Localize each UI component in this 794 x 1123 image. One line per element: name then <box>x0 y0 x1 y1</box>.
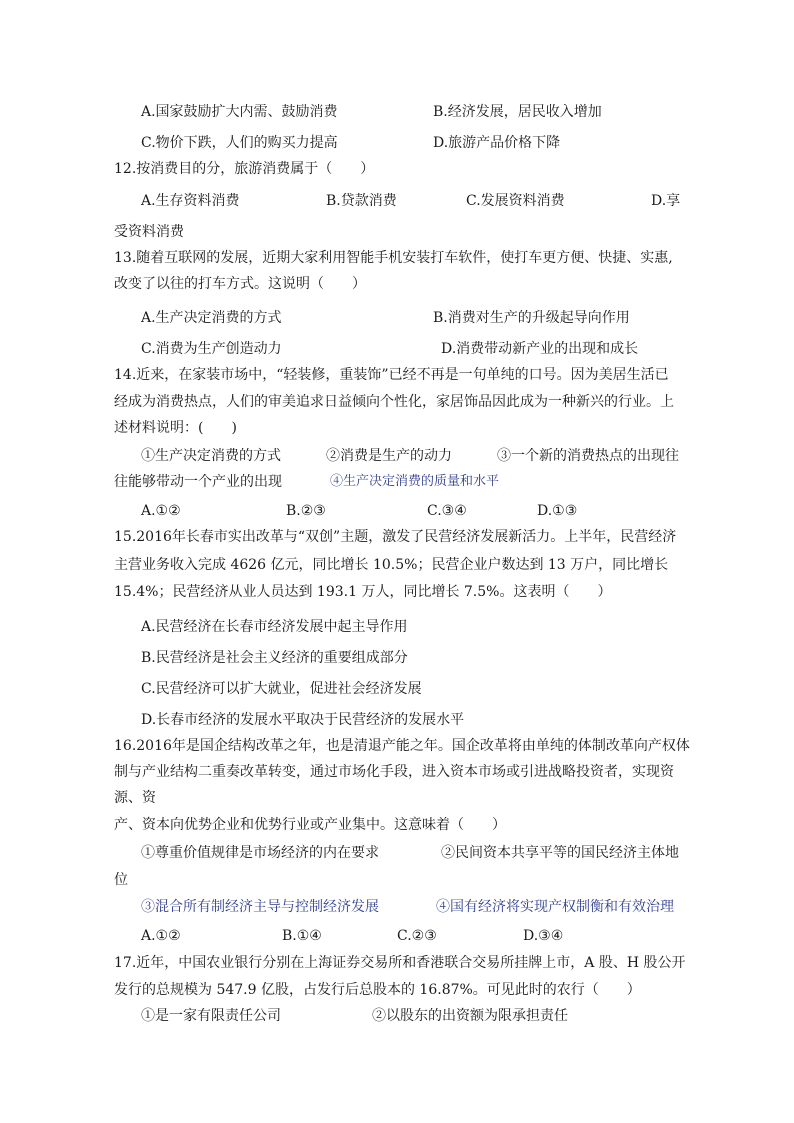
q16-option-a: A.①② <box>141 928 181 944</box>
q12-option-d-cont: 受资料消费 <box>114 224 184 240</box>
q14-item-3-cont: 往能够带动一个产业的出现 <box>114 474 282 490</box>
q14-option-b: B.②③ <box>286 503 326 519</box>
q14-stem-line2: 经成为消费热点，人们的审美追求日益倾向个性化，家居饰品因此成为一种新兴的行业。上 <box>114 394 674 410</box>
q14-option-c: C.③④ <box>427 503 467 519</box>
q15-stem-line1: 15.2016年长春市实出改革与“双创”主题，激发了民营经济发展新活力。上半年，民营经济 <box>114 529 677 545</box>
q16-option-d: D.③④ <box>523 928 564 944</box>
q11-option-d: D.旅游产品价格下降 <box>433 135 561 151</box>
q15-stem-line2: 主营业务收入完成 4626 亿元，同比增长 10.5%；民营企业户数达到 13 万户，同比增长 <box>114 557 669 573</box>
q13-option-b: B.消费对生产的升级起导向作用 <box>433 310 630 326</box>
q13-stem-line1: 13.随着互联网的发展，近期大家利用智能手机安装打车软件，使打车更方便、快捷、实惠, <box>114 250 673 266</box>
q12-option-d: D.享 <box>651 193 681 209</box>
q12-option-a: A.生存资料消费 <box>141 193 240 209</box>
q16-stem-line2: 制与产业结构二重奏改革转变，通过市场化手段，进入资本市场或引进战略投资者，实现资 <box>114 764 674 780</box>
q12-stem: 12.按消费目的分，旅游消费属于（ ） <box>114 161 375 177</box>
q16-item-4: ④国有经济将实现产权制衡和有效治理 <box>436 899 674 915</box>
q14-option-d: D.①③ <box>537 503 578 519</box>
q15-option-c: C.民营经济可以扩大就业，促进社会经济发展 <box>141 681 422 697</box>
q17-item-1: ①是一家有限责任公司 <box>141 1008 281 1024</box>
q16-item-2-cont: 位 <box>114 872 128 888</box>
q16-item-3: ③混合所有制经济主导与控制经济发展 <box>141 899 379 915</box>
q13-option-c: C.消费为生产创造动力 <box>141 341 282 357</box>
q17-stem-line2: 发行的总规模为 547.9 亿股，占发行后总股本的 16.87%。可见此时的农行（ ） <box>114 982 641 998</box>
q14-item-2: ②消费是生产的动力 <box>326 448 452 464</box>
q15-option-b: B.民营经济是社会主义经济的重要组成部分 <box>141 650 408 666</box>
q17-stem-line1: 17.近年，中国农业银行分别在上海证券交易所和香港联合交易所挂牌上市，A 股、H 股公开 <box>114 955 686 971</box>
q14-item-4: ④生产决定消费的质量和水平 <box>330 474 500 489</box>
q14-stem-line1: 14.近来，在家装市场中，“轻装修，重装饰”已经不再是一句单纯的口号。因为美居生活已 <box>114 367 669 383</box>
q13-option-a: A.生产决定消费的方式 <box>141 310 282 326</box>
q14-option-a: A.①② <box>141 503 181 519</box>
q13-stem-line2: 改变了以往的打车方式。这说明（ ） <box>114 276 366 292</box>
q16-option-b: B.①④ <box>282 928 322 944</box>
q15-option-d: D.长春市经济的发展水平取决于民营经济的发展水平 <box>141 712 465 728</box>
q11-option-b: B.经济发展，居民收入增加 <box>433 104 602 120</box>
q16-item-2: ②民间资本共享平等的国民经济主体地 <box>441 845 679 861</box>
q16-option-c: C.②③ <box>397 928 437 944</box>
q12-option-c: C.发展资料消费 <box>466 193 565 209</box>
q16-stem-line3: 源、资 <box>114 790 156 806</box>
q11-option-c: C.物价下跌，人们的购买力提高 <box>141 135 338 151</box>
q14-item-1: ①生产决定消费的方式 <box>141 448 281 464</box>
q15-stem-line3: 15.4%；民营经济从业人员达到 193.1 万人，同比增长 7.5%。这表明（ ） <box>114 584 612 600</box>
q11-option-a: A.国家鼓励扩大内需、鼓励消费 <box>141 104 338 120</box>
q14-item-3: ③一个新的消费热点的出现往 <box>497 448 679 464</box>
q15-option-a: A.民营经济在长春市经济发展中起主导作用 <box>141 619 408 635</box>
q16-stem-line1: 16.2016年是国企结构改革之年，也是清退产能之年。国企改革将由单纯的体制改革向产权体 <box>114 738 690 754</box>
q12-option-b: B.贷款消费 <box>326 193 397 209</box>
q16-item-1: ①尊重价值规律是市场经济的内在要求 <box>141 845 379 861</box>
q13-option-d: D.消费带动新产业的出现和成长 <box>441 341 639 357</box>
q16-stem-line4: 产、资本向优势企业和优势行业或产业集中。这意味着（ ） <box>114 817 506 833</box>
q14-stem-line3: 述材料说明：( ) <box>114 420 237 436</box>
q17-item-2: ②以股东的出资额为限承担责任 <box>372 1008 568 1024</box>
